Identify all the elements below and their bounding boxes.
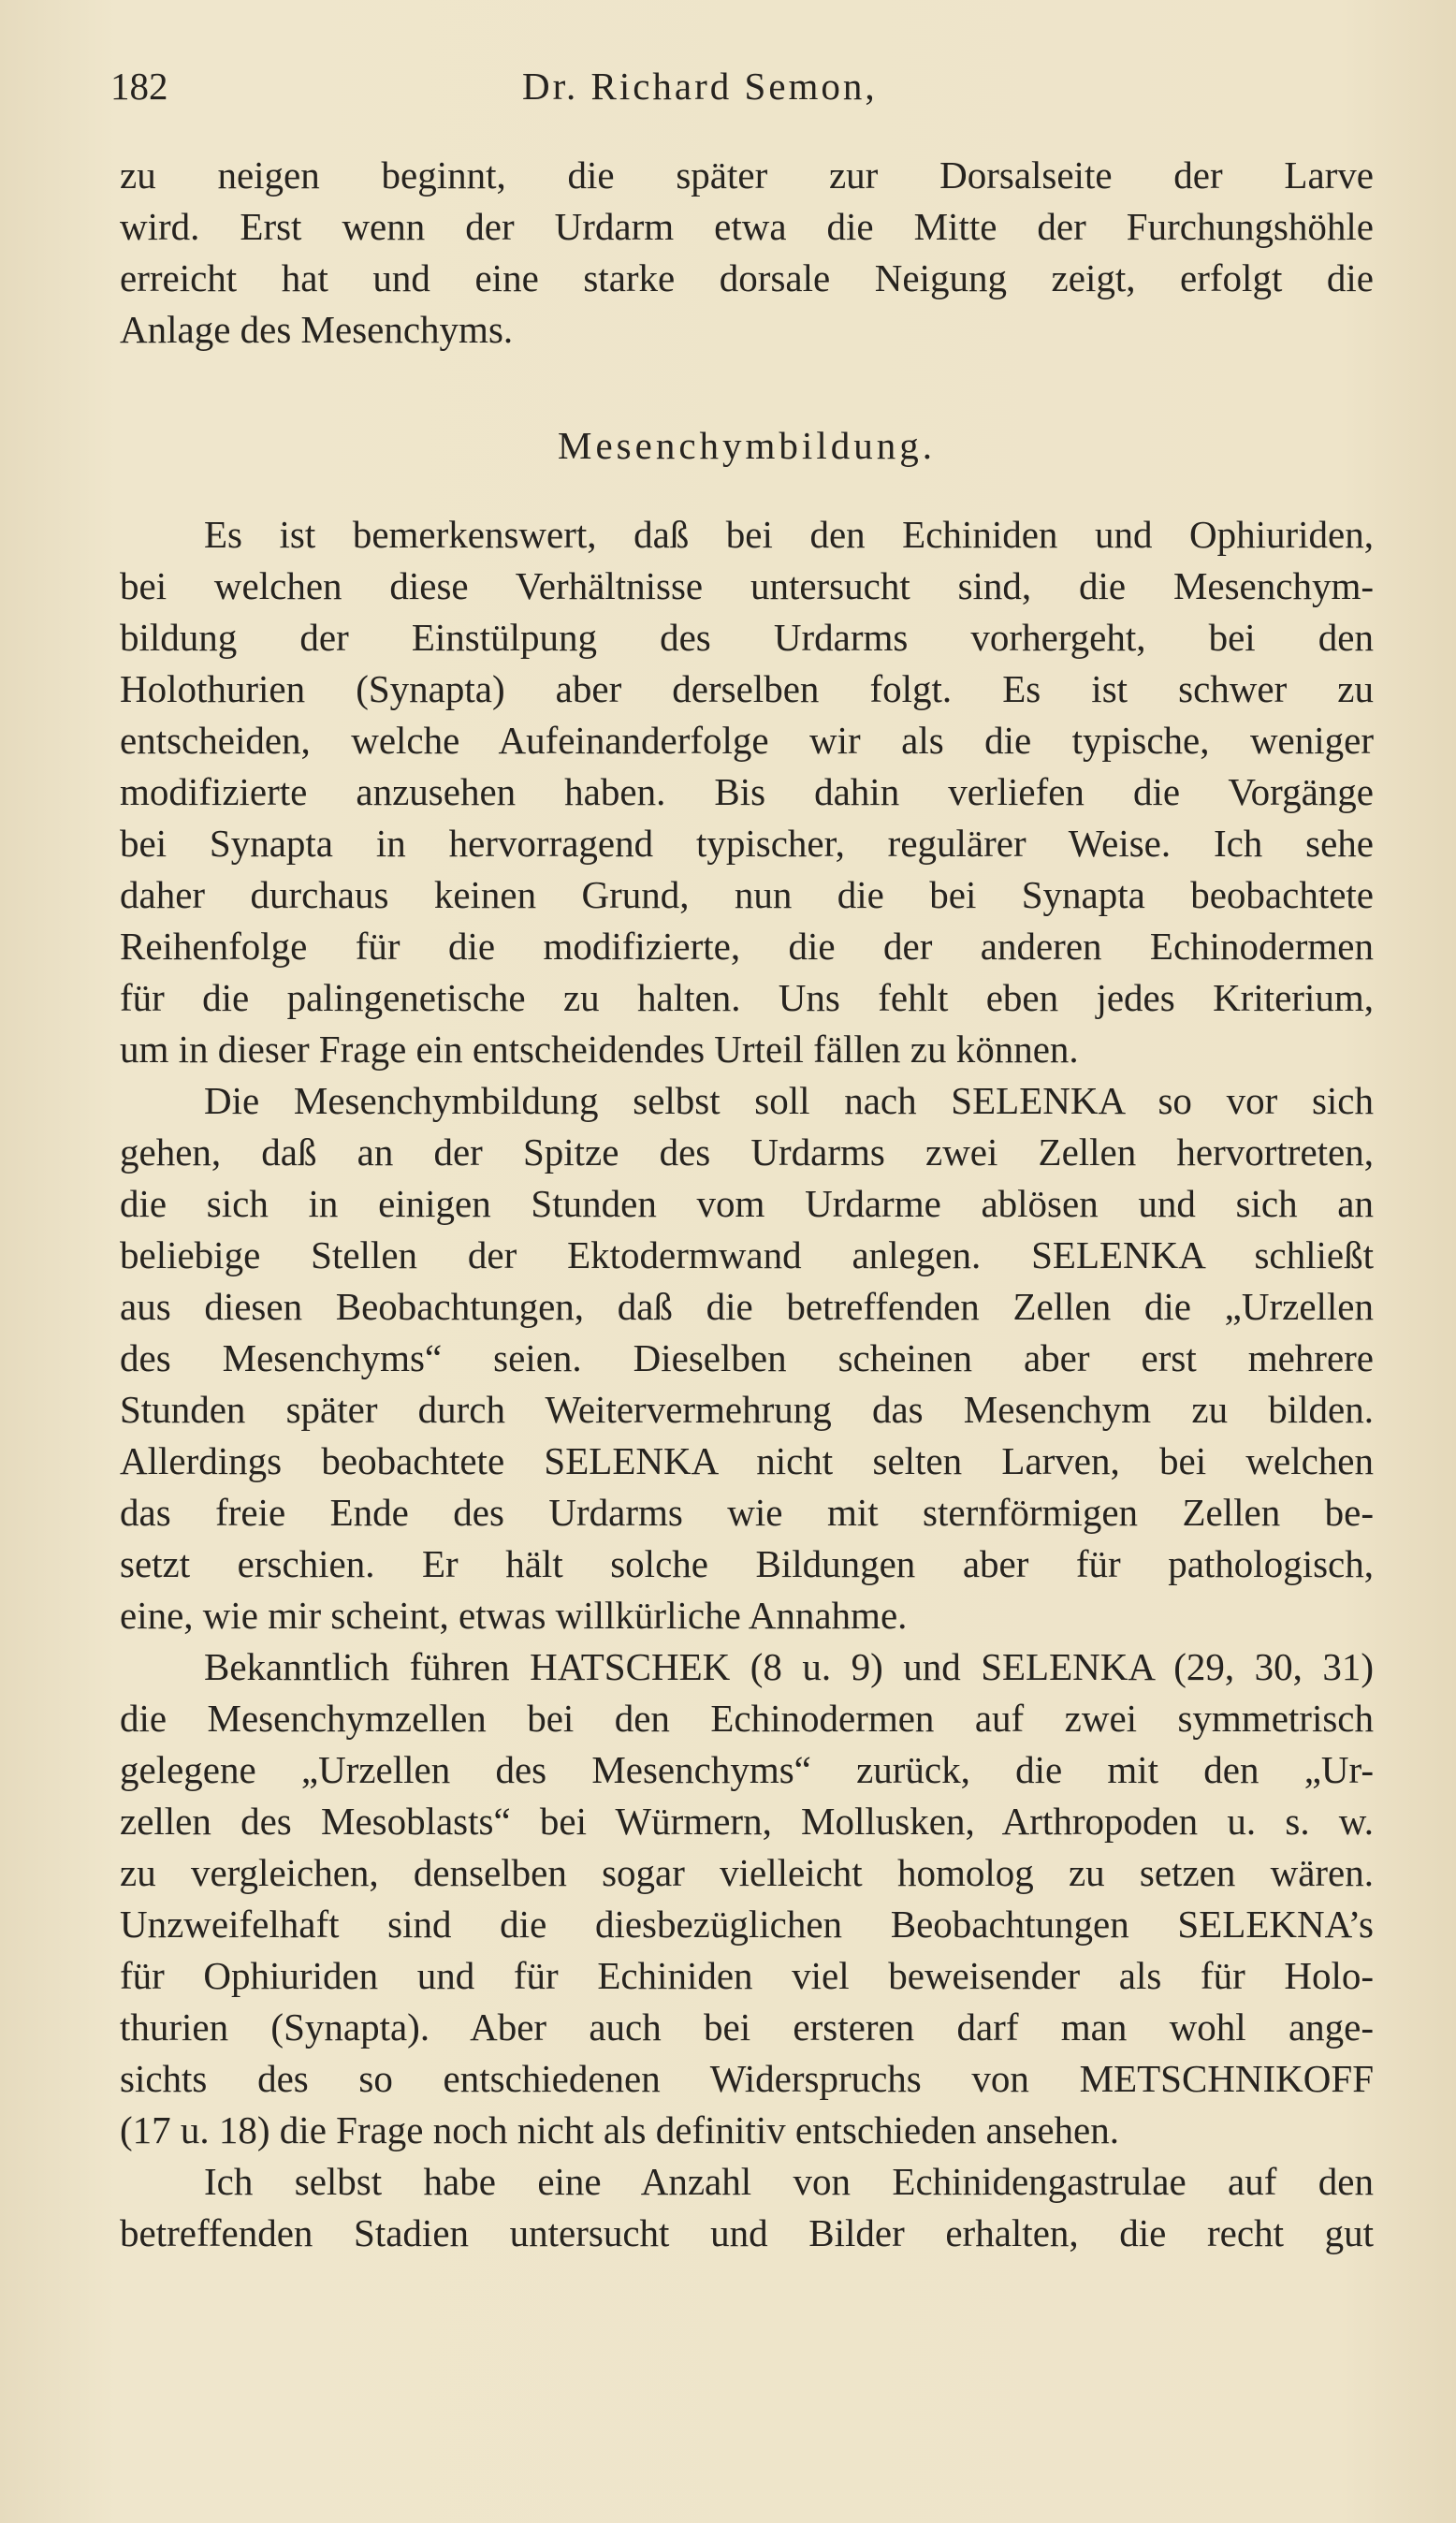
paragraph-3 [120, 1641, 1374, 2156]
text-line: bei Synapta in hervorragend typischer, regulärer Weise. Ich sehe [120, 822, 1374, 865]
text-line: eine, wie mir scheint, etwas willkürliche Annahme. [120, 1594, 908, 1637]
paragraph-2 [120, 1075, 1374, 1641]
page-header [110, 58, 1383, 114]
paragraph-4 [120, 2156, 1374, 2259]
text-line: zellen des Mesoblasts“ bei Würmern, Mollusken, Arthropoden u. s. w. [120, 1800, 1374, 1843]
text-line: setzt erschien. Er hält solche Bildungen aber für pathologisch, [120, 1542, 1374, 1585]
text-line: Es ist bemerkenswert, daß bei den Echiniden und Ophiuriden, [204, 513, 1374, 556]
text-line: bildung der Einstülpung des Urdarms vorhergeht, bei den [120, 616, 1374, 659]
text-line: thurien (Synapta). Aber auch bei ersteren darf man wohl ange- [120, 2005, 1374, 2049]
text-line: für Ophiuriden und für Echiniden viel beweisender als für Holo- [120, 1954, 1374, 1997]
text-line: das freie Ende des Urdarms wie mit sternförmigen Zellen be- [120, 1491, 1374, 1534]
text-line: Die Mesenchymbildung selbst soll nach SELENKA so vor sich [204, 1079, 1374, 1122]
text-line: gelegene „Urzellen des Mesenchyms“ zurück, die mit den „Ur- [120, 1748, 1374, 1791]
running-head: Dr. Richard Semon, [522, 65, 878, 108]
text-line: Unzweifelhaft sind die diesbezüglichen Beobachtungen SELEKNA’s [120, 1903, 1374, 1946]
text-line: zu vergleichen, denselben sogar vielleicht homolog zu setzen wären. [120, 1851, 1374, 1894]
text-line: (17 u. 18) die Frage noch nicht als definitiv entschieden ansehen. [120, 2108, 1119, 2151]
text-line: erreicht hat und eine starke dorsale Neigung zeigt, erfolgt die [120, 256, 1374, 299]
text-line: des Mesenchyms“ seien. Dieselben scheinen aber erst mehrere [120, 1336, 1374, 1379]
text-line: Bekanntlich führen HATSCHEK (8 u. 9) und SELENKA (29, 30, 31) [204, 1645, 1374, 1688]
text-line: für die palingenetische zu halten. Uns fehlt eben jedes Kriterium, [120, 976, 1374, 1019]
paragraph-1 [120, 509, 1374, 1075]
text-line: Stunden später durch Weitervermehrung das Mesenchym zu bilden. [120, 1388, 1374, 1431]
text-line: betreffenden Stadien untersucht und Bilder erhalten, die recht gut [120, 2211, 1374, 2254]
intro-paragraph [120, 150, 1374, 356]
page-number: 182 [110, 65, 168, 108]
text-line: daher durchaus keinen Grund, nun die bei Synapta beobachtete [120, 873, 1374, 916]
text-line: zu neigen beginnt, die später zur Dorsalseite der Larve [120, 153, 1374, 197]
text-line: Holothurien (Synapta) aber derselben folgt. Es ist schwer zu [120, 667, 1374, 710]
text-line: die Mesenchymzellen bei den Echinodermen auf zwei symmetrisch [120, 1697, 1374, 1740]
text-line: die sich in einigen Stunden vom Urdarme ablösen und sich an [120, 1182, 1374, 1225]
text-line: sichts des so entschiedenen Widerspruchs von METSCHNIKOFF [120, 2057, 1374, 2100]
text-line: um in dieser Frage ein entscheidendes Urteil fällen zu können. [120, 1028, 1079, 1071]
text-line: aus diesen Beobachtungen, daß die betreffenden Zellen die „Urzellen [120, 1285, 1374, 1328]
text-line: wird. Erst wenn der Urdarm etwa die Mitte der Furchungshöhle [120, 205, 1374, 248]
text-line: modifizierte anzusehen haben. Bis dahin verliefen die Vorgänge [120, 770, 1374, 813]
text-line: Reihenfolge für die modifizierte, die der anderen Echinodermen [120, 925, 1374, 968]
text-line: Ich selbst habe eine Anzahl von Echinidengastrulae auf den [204, 2160, 1374, 2203]
text-line: beliebige Stellen der Ektodermwand anlegen. SELENKA schließt [120, 1233, 1374, 1276]
text-line: bei welchen diese Verhältnisse untersucht sind, die Mesenchym- [120, 564, 1374, 607]
page-body [120, 150, 1374, 2259]
text-line: gehen, daß an der Spitze des Urdarms zwei Zellen hervortreten, [120, 1130, 1374, 1174]
text-line: Anlage des Mesenchyms. [120, 308, 514, 351]
text-line: entscheiden, welche Aufeinanderfolge wir als die typische, weniger [120, 719, 1374, 762]
section-heading: Mesenchymbildung. [558, 424, 936, 467]
text-line: Allerdings beobachtete SELENKA nicht selten Larven, bei welchen [120, 1439, 1374, 1482]
